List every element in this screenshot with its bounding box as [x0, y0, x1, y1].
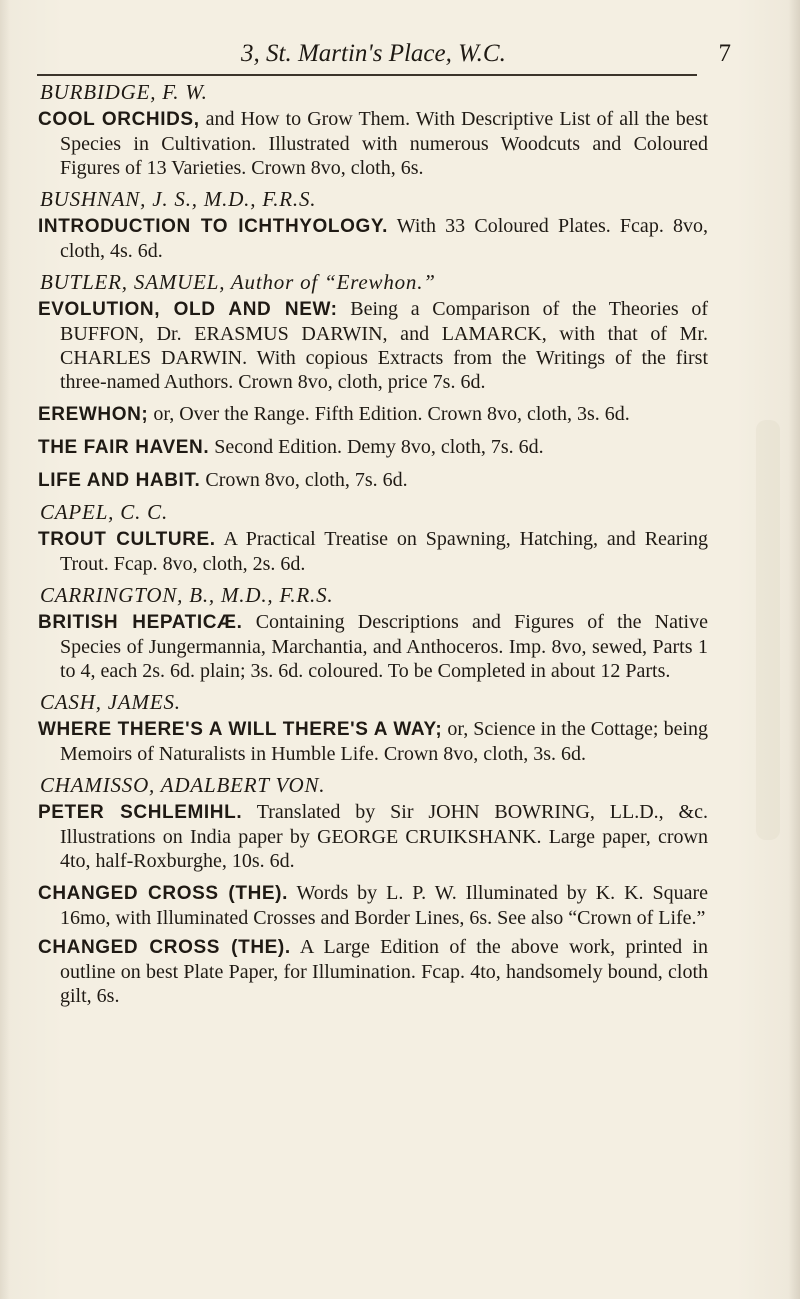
- book-title: COOL ORCHIDS,: [38, 109, 200, 130]
- book-description: [38, 214, 708, 263]
- book-description: [38, 881, 708, 930]
- book-title: THE FAIR HAVEN.: [38, 437, 210, 458]
- header-rule: [37, 74, 697, 76]
- catalogue-list: [38, 78, 708, 1008]
- running-head: [31, 38, 731, 70]
- book-title: EREWHON;: [38, 404, 149, 425]
- book-title: EVOLUTION, OLD AND NEW:: [38, 299, 338, 320]
- catalogue-entry-chamisso: [38, 771, 708, 1008]
- book-title: CHANGED CROSS (THE).: [38, 937, 291, 958]
- book-description: [38, 297, 708, 394]
- author-name: BUTLER, SAMUEL, Author of “Erewhon.”: [40, 270, 436, 294]
- book-details: Translated by Sir JOHN BOWRING, LL.D., &c. Illustrations on India paper by GEORGE CRUIKSHANK. Large paper, crown 4to, half-Roxburghe, 10s. 6d.: [60, 801, 708, 872]
- book-title: TROUT CULTURE.: [38, 529, 216, 550]
- book-description: [38, 402, 708, 427]
- book-details: A Practical Treatise on Spawning, Hatching, and Rearing Trout. Fcap. 8vo, cloth, 2s. 6d.: [60, 528, 708, 575]
- catalogue-entry-capel: [38, 498, 708, 576]
- book-details: Crown 8vo, cloth, 7s. 6d.: [200, 469, 408, 491]
- catalogue-entry-cash: [38, 688, 708, 766]
- page-number: 7: [718, 40, 731, 67]
- book-details: Second Edition. Demy 8vo, cloth, 7s. 6d.: [209, 436, 544, 458]
- page-edge-shadow-right: [788, 0, 800, 1299]
- catalogue-entry-carrington: [38, 581, 708, 683]
- author-name: CAPEL, C. C.: [40, 500, 169, 524]
- author-name: CHAMISSO, ADALBERT VON.: [40, 773, 326, 797]
- book-description: [38, 107, 708, 180]
- book-title: PETER SCHLEMIHL.: [38, 802, 243, 823]
- book-description: [38, 610, 708, 683]
- book-details: Being a Comparison of the Theories of BUFFON, Dr. ERASMUS DARWIN, and LAMARCK, with that of Mr. CHARLES DARWIN. With copious Extracts from the Writings of the first three-named Authors. Crown 8vo, cloth, price 7s. 6d.: [60, 298, 708, 393]
- book-description: [38, 468, 708, 493]
- book-description: [38, 717, 708, 766]
- book-details: or, Over the Range. Fifth Edition. Crown 8vo, cloth, 3s. 6d.: [148, 403, 630, 425]
- book-title: WHERE THERE'S A WILL THERE'S A WAY;: [38, 719, 443, 740]
- book-details: Words by L. P. W. Illuminated by K. K. Square 16mo, with Illuminated Crosses and Border Lines, 6s. See also “Crown of Life.”: [60, 882, 708, 929]
- book-description: [38, 935, 708, 1008]
- page-edge-shadow-left: [0, 0, 10, 1299]
- author-name: BUSHNAN, J. S., M.D., F.R.S.: [40, 187, 317, 211]
- author-name: CASH, JAMES.: [40, 690, 181, 714]
- book-description: [38, 435, 708, 460]
- book-title: BRITISH HEPATICÆ.: [38, 612, 243, 633]
- author-name: BURBIDGE, F. W.: [40, 80, 208, 104]
- catalogue-entry-burbidge: [38, 78, 708, 180]
- catalogue-entry-bushnan: [38, 185, 708, 263]
- book-title: INTRODUCTION TO ICHTHYOLOGY.: [38, 216, 388, 237]
- paper-stain: [756, 420, 780, 840]
- book-details: or, Science in the Cottage; being Memoirs of Naturalists in Humble Life. Crown 8vo, cloth, 3s. 6d.: [60, 718, 709, 765]
- book-details: and How to Grow Them. With Descriptive List of all the best Species in Cultivation. Illustrated with numerous Woodcuts and Coloured Figures of 13 Varieties. Crown 8vo, cloth, 6s.: [60, 108, 709, 179]
- book-details: A Large Edition of the above work, printed in outline on best Plate Paper, for Illumination. Fcap. 4to, handsomely bound, cloth gilt, 6s.: [60, 936, 708, 1007]
- book-details: With 33 Coloured Plates. Fcap. 8vo, cloth, 4s. 6d.: [60, 215, 709, 262]
- book-details: Containing Descriptions and Figures of the Native Species of Jungermannia, Marchantia, and Anthoceros. Imp. 8vo, sewed, Parts 1 to 4, each 2s. 6d. plain; 3s. 6d. coloured. To be Completed in about 12 Parts.: [60, 611, 708, 682]
- book-title: CHANGED CROSS (THE).: [38, 883, 288, 904]
- running-head-title: 3, St. Martin's Place, W.C.: [241, 40, 506, 67]
- catalogue-entry-butler: [38, 268, 708, 493]
- book-description: [38, 800, 708, 873]
- book-title: LIFE AND HABIT.: [38, 470, 201, 491]
- author-name: CARRINGTON, B., M.D., F.R.S.: [40, 583, 334, 607]
- book-description: [38, 527, 708, 576]
